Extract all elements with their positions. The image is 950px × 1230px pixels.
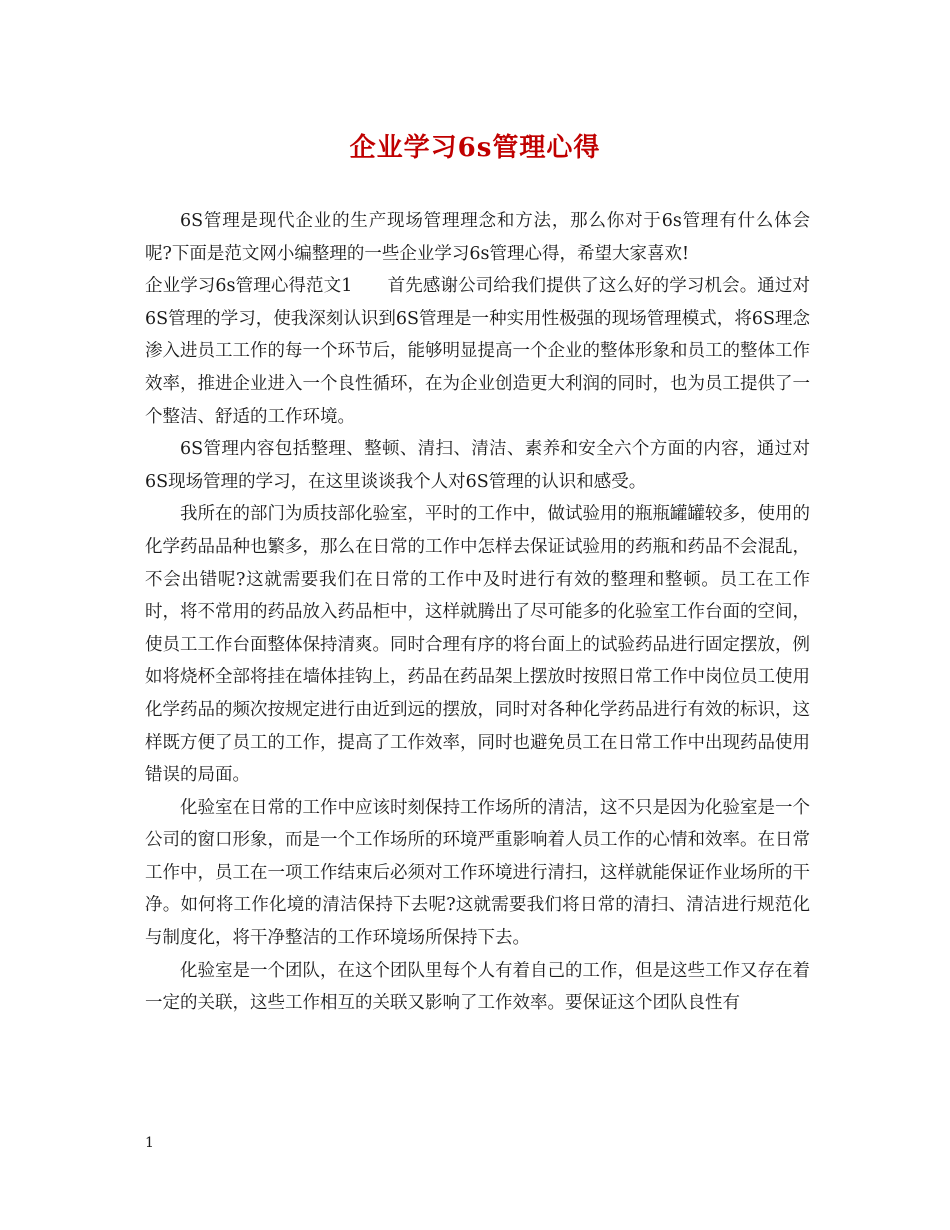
paragraph-6s-content: 6S管理内容包括整理、整顿、清扫、清洁、素养和安全六个方面的内容，通过对6S现场管理的学习，在这里谈谈我个人对6S管理的认识和感受。 bbox=[145, 439, 810, 492]
document-title: 企业学习6s管理心得 bbox=[349, 133, 601, 163]
paragraph-sample-1: 企业学习6s管理心得范文1 首先感谢公司给我们提供了这么好的学习机会。通过对6S管理的学习，使我深刻认识到6S管理是一种实用性极强的现场管理模式，将6S理念渗入进员工工作的每一个环节后，能够明显提高一个企业的整体形象和员工的整体工作效率，推进企业进入一个良性循环，在为企业创造更大利润的同时，也为员工提供了一个整洁、舒适的工作环境。 bbox=[145, 276, 810, 427]
page-number: 1 bbox=[145, 1135, 154, 1151]
paragraph-lab-clean: 化验室在日常的工作中应该时刻保持工作场所的清洁，这不只是因为化验室是一个公司的窗口形象，而是一个工作场所的环境严重影响着人员工作的心情和效率。在日常工作中，员工在一项工作结束后必须对工作环境进行清扫，这样就能保证作业场所的干净。如何将工作化境的清洁保持下去呢?这就需要我们将日常的清扫、清洁进行规范化与制度化，将干净整洁的工作环境场所保持下去。 bbox=[145, 797, 810, 949]
paragraph-team: 化验室是一个团队，在这个团队里每个人有着自己的工作，但是这些工作又存在着一定的关联，这些工作相互的关联又影响了工作效率。要保证这个团队良性有 bbox=[145, 960, 810, 1014]
paragraph-lab-organize: 我所在的部门为质技部化验室，平时的工作中，做试验用的瓶瓶罐罐较多，使用的化学药品品种也繁多，那么在日常的工作中怎样去保证试验用的药瓶和药品不会混乱，不会出错呢?这就需要我们在日常的工作中及时进行有效的整理和整顿。员工在工作时，将不常用的药品放入药品柜中，这样就腾出了尽可能多的化验室工作台面的空间，使员工工作台面整体保持清爽。同时合理有序的将台面上的试验药品进行固定摆放，例如将烧杯全部将挂在墙体挂钩上，药品在药品架上摆放时按照日常工作中岗位员工使用化学药品的频次按规定进行由近到远的摆放，同时对各种化学药品进行有效的标识，这样既方便了员工的工作，提高了工作效率，同时也避免员工在日常工作中出现药品使用错误的局面。 bbox=[145, 504, 810, 786]
document-body bbox=[145, 205, 810, 1020]
paragraph-intro: 6S管理是现代企业的生产现场管理理念和方法，那么你对于6s管理有什么体会呢?下面是范文网小编整理的一些企业学习6s管理心得，希望大家喜欢! bbox=[145, 211, 810, 264]
